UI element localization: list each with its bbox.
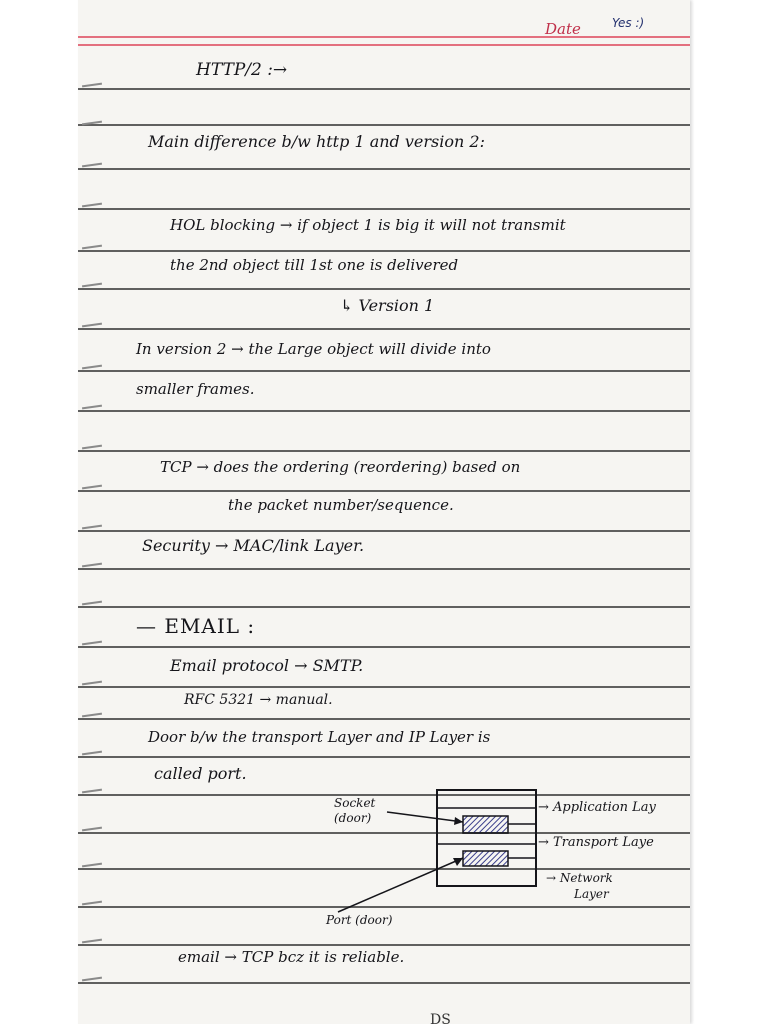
door-line-1: Door b/w the transport Layer and IP Layer is: [148, 728, 491, 746]
date-value: Yes :): [612, 16, 645, 30]
tcp-line-1: TCP → does the ordering (reordering) based on: [160, 458, 521, 476]
network-layer-label-2: Layer: [574, 887, 609, 901]
socket-label: Socket: [334, 796, 376, 810]
tcp-line-2: the packet number/sequence.: [228, 496, 454, 514]
http2-title: HTTP/2 :→: [196, 60, 288, 80]
version-2-line-2: smaller frames.: [136, 380, 255, 398]
email-protocol-line: Email protocol → SMTP.: [170, 656, 364, 675]
footer-mark: DS: [430, 1012, 451, 1024]
application-layer-label: → Application Lay: [538, 800, 656, 815]
email-title: — EMAIL :: [136, 614, 256, 638]
port-hatched-block: [463, 851, 508, 866]
socket-door-label: (door): [334, 811, 372, 825]
rfc-line: RFC 5321 → manual.: [184, 692, 333, 708]
socket-hatched-block: [463, 816, 508, 833]
port-label: Port (door): [326, 913, 393, 927]
version-2-line-1: In version 2 → the Large object will divide into: [136, 340, 491, 358]
version-1-note: ↳ Version 1: [340, 296, 435, 315]
security-line: Security → MAC/link Layer.: [142, 536, 365, 555]
transport-layer-label: → Transport Laye: [538, 835, 654, 850]
hol-blocking-line-1: HOL blocking → if object 1 is big it will not transmit: [170, 216, 566, 234]
email-tcp-line: email → TCP bcz it is reliable.: [178, 948, 405, 966]
notebook-page: [78, 0, 690, 1024]
socket-port-diagram: [78, 0, 690, 1024]
socket-arrow: [387, 812, 463, 822]
door-line-2: called port.: [154, 764, 247, 783]
main-difference-line: Main difference b/w http 1 and version 2:: [148, 132, 485, 151]
socket-arrow-head: [454, 817, 463, 825]
network-layer-label: → Network: [546, 871, 613, 885]
hol-blocking-line-2: the 2nd object till 1st one is delivered: [170, 256, 459, 274]
date-label: Date: [545, 20, 581, 38]
host-box: [437, 790, 536, 886]
